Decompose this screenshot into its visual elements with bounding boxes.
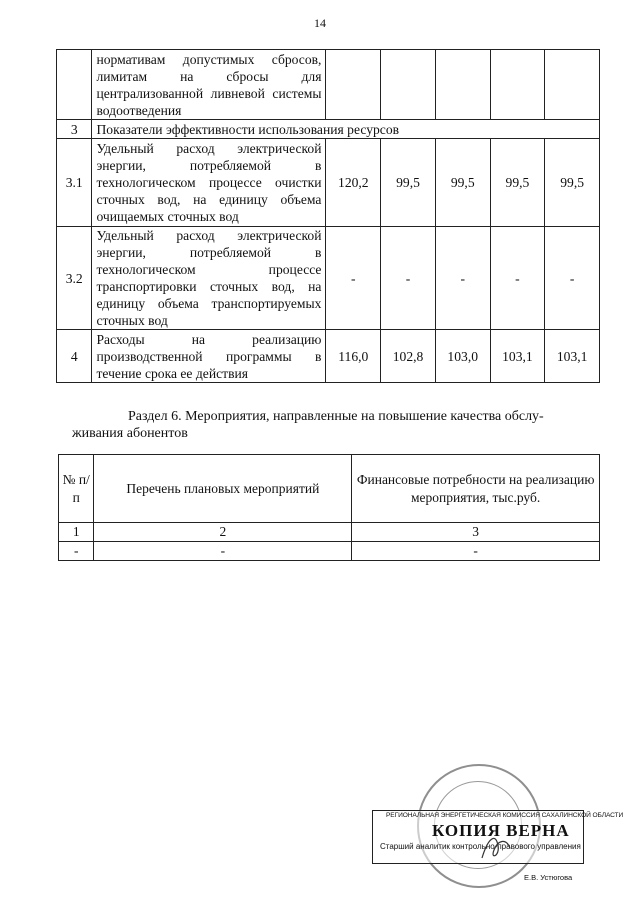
row-description: Расходы на реализацию производственной программы в течение срока ее действия [92, 330, 326, 383]
section-title-line: живания абонентов [72, 426, 188, 441]
table-cell: - [59, 542, 94, 561]
value-cell: - [490, 227, 545, 330]
row-description: Удельный расход электрической энергии, потребляемой в технологическом процессе очистки сточных вод, на единицу объема очищаемых сточных вод [92, 139, 326, 227]
value-cell: 103,1 [490, 330, 545, 383]
certified-copy-stamp [372, 772, 624, 887]
value-cell: - [545, 227, 600, 330]
value-cell: 99,5 [381, 139, 436, 227]
column-header-financing: Финансовые потребности на реализацию мероприятия, тыс.руб. [352, 455, 600, 523]
measures-table [58, 454, 600, 561]
table-cell: - [94, 542, 352, 561]
stamp-title: КОПИЯ ВЕРНА [432, 821, 570, 840]
value-cell: - [381, 227, 436, 330]
table-row [57, 227, 600, 330]
signature-icon [476, 828, 516, 868]
row-number [57, 50, 92, 120]
column-header-number: № п/п [59, 455, 94, 523]
table-cell: - [352, 542, 600, 561]
value-cell: 103,1 [545, 330, 600, 383]
row-description: Удельный расход электрической энергии, потребляемой в технологическом процессе транспортировки сточных вод, на единицу объема транспортируемых сточных вод [92, 227, 326, 330]
value-cell [545, 50, 600, 120]
value-cell: 103,0 [435, 330, 490, 383]
column-header-measures: Перечень плановых мероприятий [94, 455, 352, 523]
value-cell: 120,2 [326, 139, 381, 227]
value-cell: - [435, 227, 490, 330]
signatory-name: Е.В. Устюгова [524, 873, 573, 882]
table-row [57, 330, 600, 383]
row-number: 3 [57, 120, 92, 139]
row-number: 3.1 [57, 139, 92, 227]
row-number: 4 [57, 330, 92, 383]
value-cell: 99,5 [490, 139, 545, 227]
stamp-organization: РЕГИОНАЛЬНАЯ ЭНЕРГЕТИЧЕСКАЯ КОМИССИЯ САХАЛИНСКОЙ ОБЛАСТИ [386, 812, 624, 819]
value-cell [435, 50, 490, 120]
value-cell: 116,0 [326, 330, 381, 383]
table-row [57, 120, 600, 139]
value-cell: 99,5 [435, 139, 490, 227]
row-number: 3.2 [57, 227, 92, 330]
value-cell: - [326, 227, 381, 330]
column-index: 1 [59, 523, 94, 542]
table-row [57, 139, 600, 227]
value-cell: 102,8 [381, 330, 436, 383]
column-index: 2 [94, 523, 352, 542]
numbering-row [59, 523, 600, 542]
section-6-title [72, 408, 598, 442]
value-cell [381, 50, 436, 120]
stamp-position: Старший аналитик контрольно-правового управления [380, 842, 581, 851]
section-title-line: Раздел 6. Мероприятия, направленные на повышение качества обслу- [128, 409, 544, 424]
page-number: 14 [314, 16, 326, 30]
value-cell [490, 50, 545, 120]
header-row [59, 455, 600, 523]
column-index: 3 [352, 523, 600, 542]
table-row [59, 542, 600, 561]
table-row [57, 50, 600, 120]
value-cell [326, 50, 381, 120]
section-heading-cell: Показатели эффективности использования ресурсов [92, 120, 600, 139]
row-description: нормативам допустимых сбросов, лимитам на сбросы для централизованной ливневой системы водоотведения [92, 50, 326, 120]
indicators-table [56, 49, 600, 383]
value-cell: 99,5 [545, 139, 600, 227]
